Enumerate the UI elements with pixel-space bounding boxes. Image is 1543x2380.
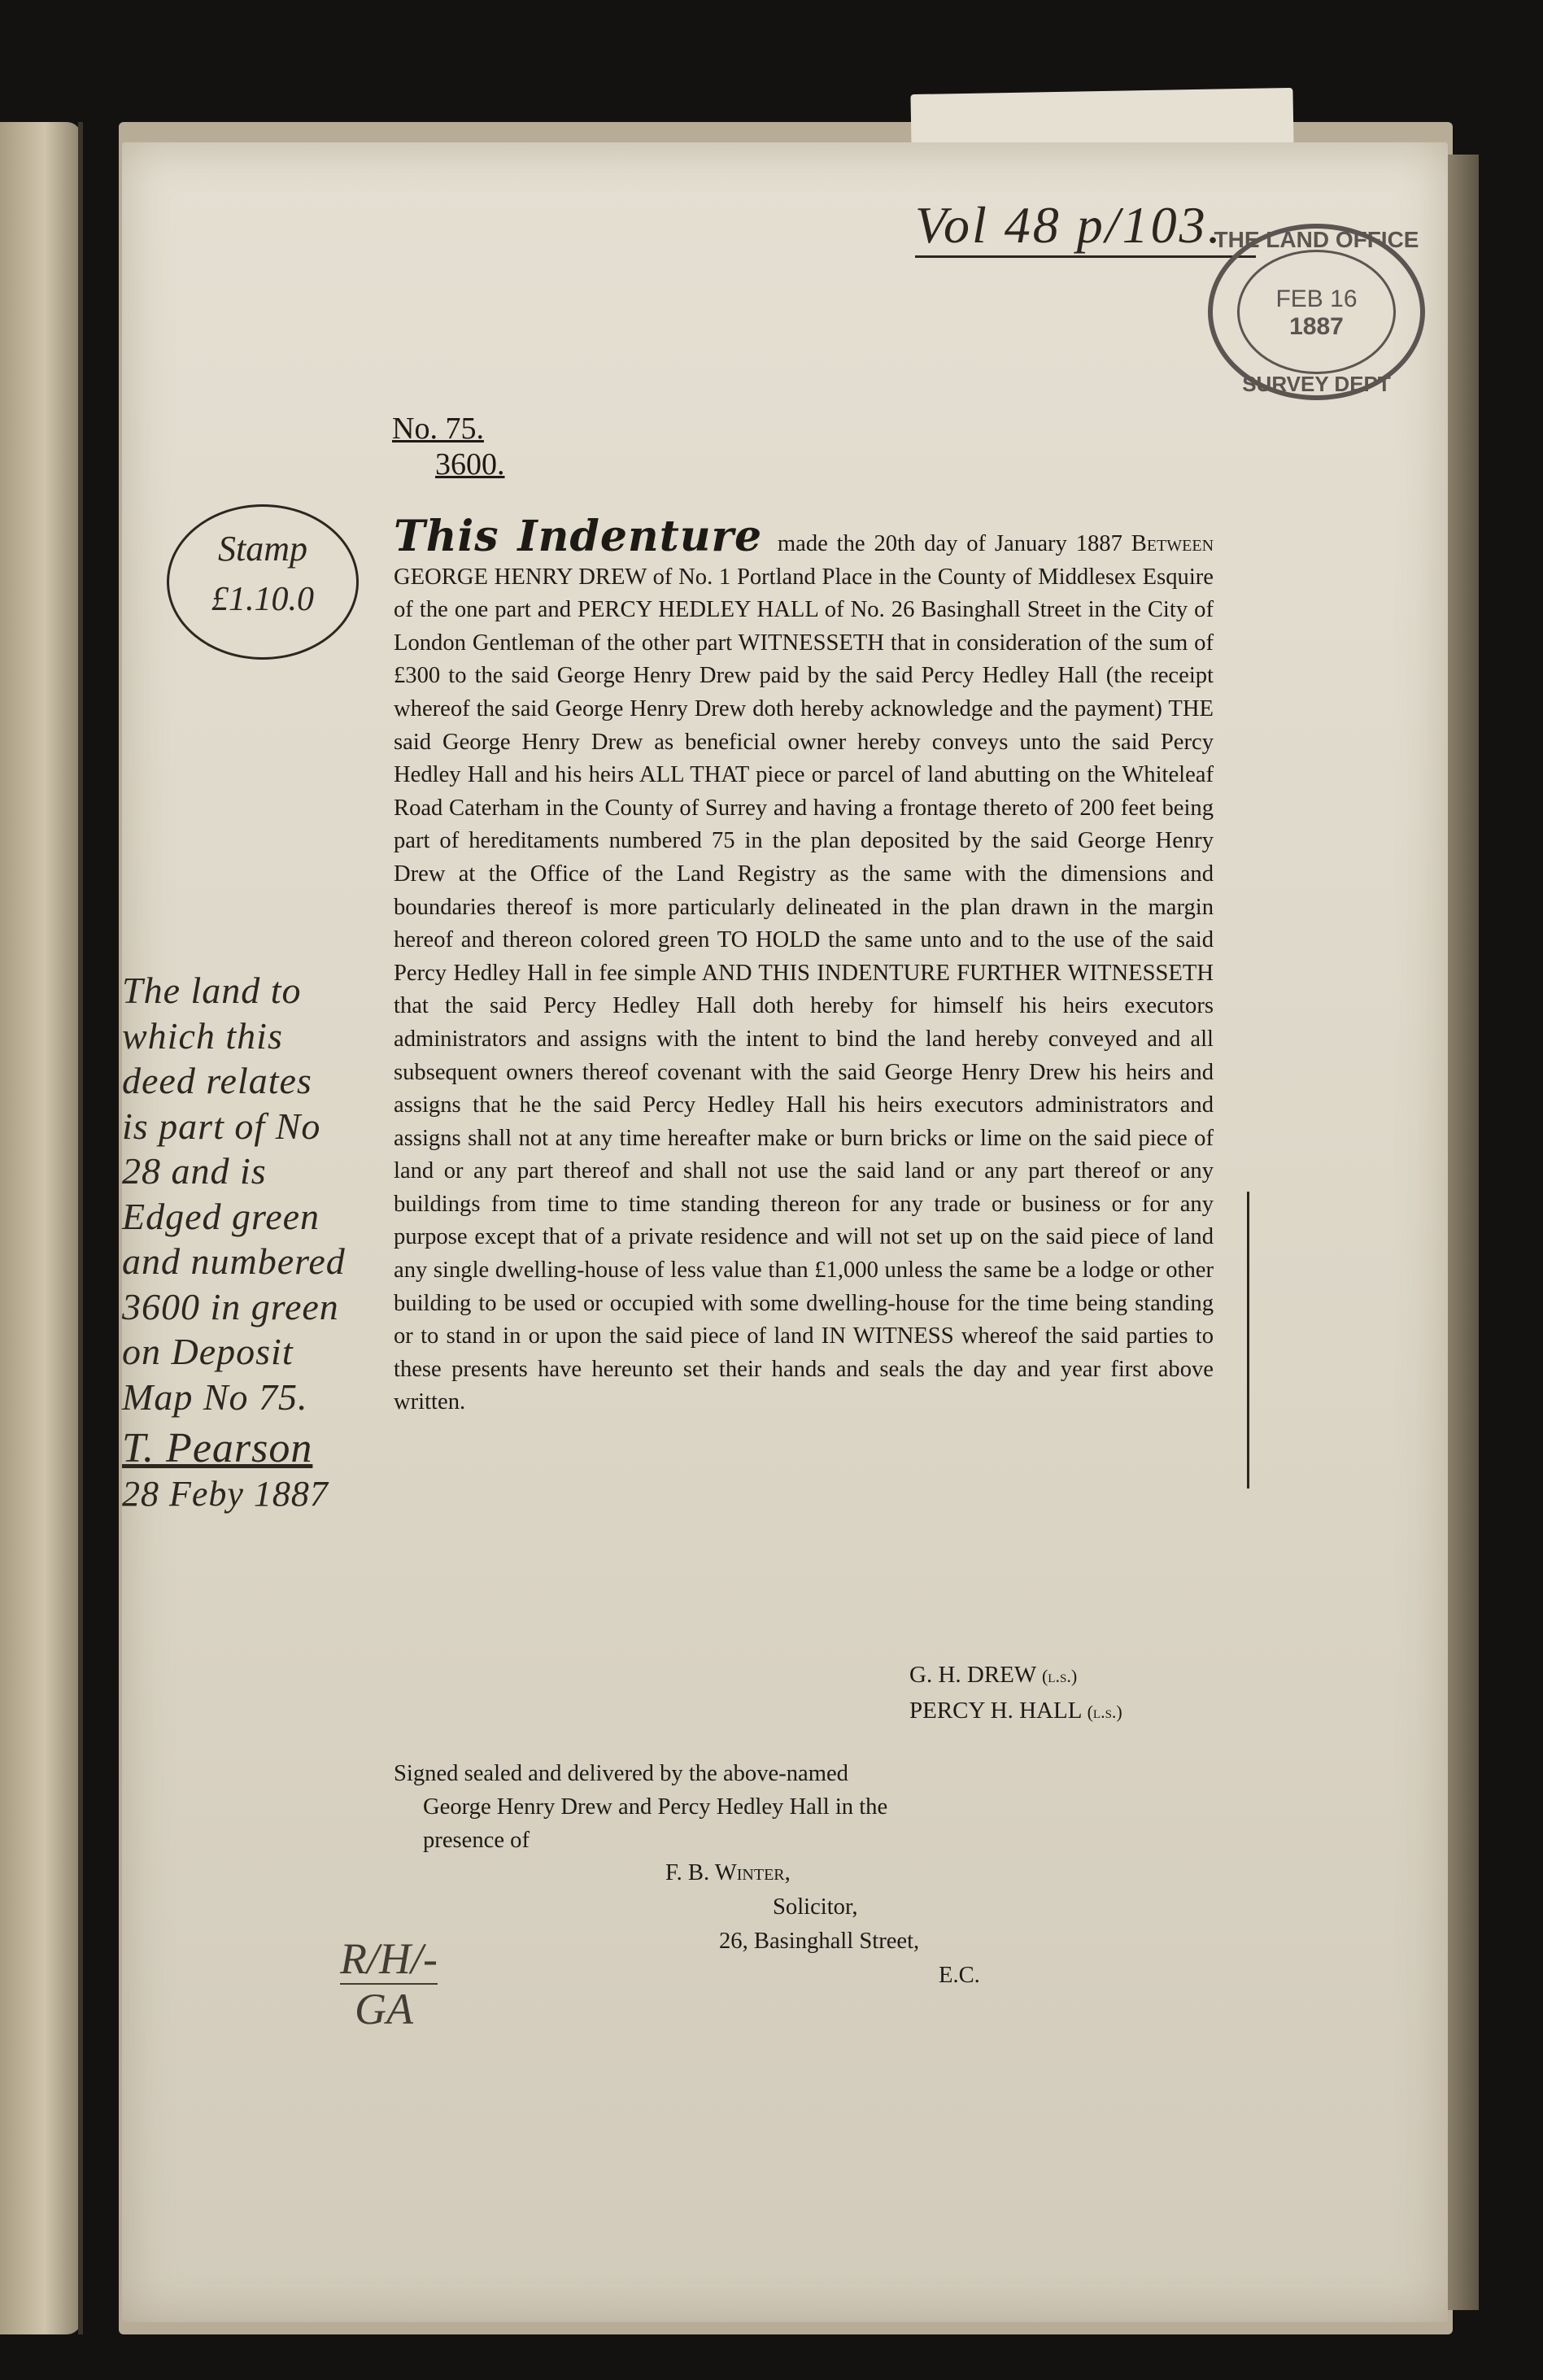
witness-title: Solicitor, <box>773 1894 858 1920</box>
deed-number-primary: No. 75. <box>392 412 484 446</box>
witness-district: E.C. <box>939 1963 980 1988</box>
volume-reference: Vol 48 p/103. <box>915 195 1256 258</box>
handwritten-margin-note <box>122 968 390 1516</box>
stamp-duty-mark <box>167 504 359 660</box>
adjacent-page-edge <box>0 122 81 2334</box>
land-office-stamp <box>1208 224 1425 400</box>
stamp-date: FEB 16 <box>1275 286 1358 312</box>
signature-drew: G. H. DREW (l.s.) <box>909 1662 1078 1688</box>
indenture-text: GEORGE HENRY DREW of No. 1 Portland Place in the County of Middlesex Esquire of the one part and PERCY HEDLEY HALL of No. 26 Basinghall Street in the City of London Gentleman of the other part WITNESSETH that in consideration of the sum of £300 to the said George Henry Drew paid by the said Percy Hedley Hall (the receipt whereof the said George Henry Drew doth hereby acknowledge and the payment) THE said George Henry Drew as beneficial owner hereby conveys unto the said Percy Hedley Hall and his heirs ALL THAT piece or parcel of land abutting on the Whiteleaf Road Caterham in the County of Surrey and having a frontage thereto of 200 feet being part of hereditaments numbered 75 in the plan deposited by the said George Henry Drew at the Office of the Land Registry as the same with the dimensions and boundaries thereof is more particularly delineated in the plan drawn in the margin hereof and thereon colored green TO HOLD the same unto and to the use of the said Percy Hedley Hall in fee simple AND THIS INDENTURE FURTHER WITNESSETH that the said Percy Hedley Hall doth hereby for himself his heirs executors administrators and assigns with the intent to bind the land hereby conveyed and all subsequent owners thereof covenant with the said George Henry Drew his heirs and assigns that he the said Percy Hedley Hall his heirs executors administrators and assigns shall not at any time hereafter make or burn bricks or lime on the said piece of land or any part thereof and shall not use the said land or any part thereof or any buildings from time to time standing thereon for any trade or business or for any purpose except that of a private residence and will not set up on the said piece of land any single dwelling-house of less value than £1,000 unless the same be a lodge or other building to be used or occupied with some dwelling-house for the time being standing or to stand in or upon the said piece of land IN WITNESS whereof the said parties to these presents have hereunto set their hands and seals the day and year first above written. <box>394 564 1214 1415</box>
pencil-initials <box>340 1934 438 2033</box>
margin-line <box>1247 1192 1249 1489</box>
margin-note-line: Edged green <box>122 1195 320 1237</box>
stamp-duty-label: Stamp <box>218 529 307 569</box>
margin-note-line: 3600 in green <box>122 1285 339 1327</box>
indenture-body <box>394 512 1214 1419</box>
indenture-date: made the 20th day of January 1887 <box>777 531 1122 556</box>
stamp-duty-amount: £1.10.0 <box>211 581 314 618</box>
seal-mark: (l.s.) <box>1087 1702 1122 1722</box>
margin-note-date: 28 Feby 1887 <box>122 1473 329 1514</box>
attestation-line: George Henry Drew and Percy Hedley Hall in the <box>423 1794 888 1820</box>
margin-note-line: is part of No <box>122 1105 321 1147</box>
attestation-line: presence of <box>423 1828 530 1853</box>
stamp-top-text: THE LAND OFFICE <box>1214 227 1419 252</box>
margin-note-line: and numbered <box>122 1240 346 1282</box>
pencil-initials-bottom: GA <box>340 1983 438 2033</box>
margin-note-signature: T. Pearson <box>122 1425 313 1471</box>
attestation-line: Signed sealed and delivered by the above-named <box>394 1761 848 1786</box>
margin-note-line: deed relates <box>122 1060 312 1101</box>
stamp-bottom-text: SURVEY DEPT <box>1242 372 1391 396</box>
witness-name: F. B. Winter, <box>665 1860 791 1885</box>
margin-note-line: The land to <box>122 970 302 1011</box>
deed-number <box>392 411 505 482</box>
witness-block <box>665 1856 980 1993</box>
signature-hall: PERCY H. HALL (l.s.) <box>909 1698 1122 1724</box>
margin-note-line: which this <box>122 1014 283 1057</box>
deed-number-secondary: 3600. <box>435 447 505 482</box>
binding-edge <box>1448 155 1479 2310</box>
witness-address: 26, Basinghall Street, <box>719 1929 920 1954</box>
attestation-clause <box>394 1757 996 1857</box>
margin-note-line: on Deposit <box>122 1331 294 1372</box>
party-signatures <box>909 1658 1122 1729</box>
stamp-year: 1887 <box>1289 313 1344 340</box>
pencil-initials-top: R/H/- <box>340 1934 438 1983</box>
margin-note-line: Map No 75. <box>122 1375 308 1418</box>
indenture-heading: This Indenture <box>394 512 763 561</box>
between-word: Between <box>1131 531 1214 556</box>
seal-mark: (l.s.) <box>1041 1666 1078 1686</box>
margin-note-line: 28 and is <box>122 1150 267 1192</box>
